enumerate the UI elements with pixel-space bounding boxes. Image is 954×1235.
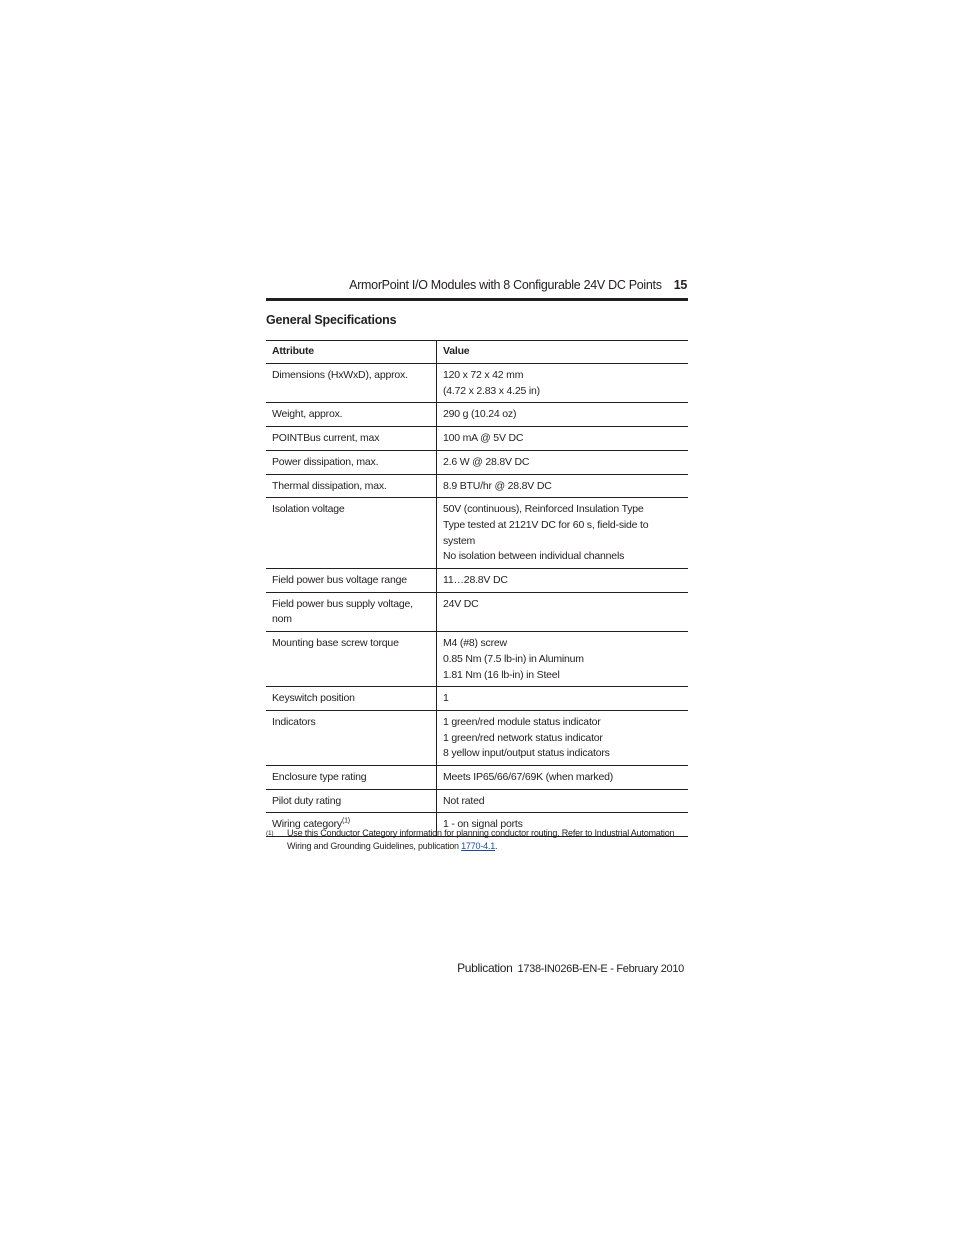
document-title: ArmorPoint I/O Modules with 8 Configurable 24V DC Points: [349, 278, 662, 292]
value-cell: [437, 789, 689, 813]
footer-label: Publication: [457, 961, 513, 975]
value-line: Not rated: [443, 794, 485, 807]
attribute-label: Isolation voltage: [272, 503, 345, 516]
value-cell: [437, 710, 689, 765]
value-line: Type tested at 2121V DC for 60 s, field-side to system: [443, 518, 649, 547]
value-cell: [437, 427, 689, 451]
specifications-table: [266, 340, 688, 837]
value-line: 24V DC: [443, 597, 479, 610]
column-header-attribute: Attribute: [266, 341, 437, 364]
publication-link[interactable]: 1770-4.1: [461, 841, 496, 851]
value-cell: [437, 403, 689, 427]
table-row: [266, 592, 688, 631]
attribute-label: Keyswitch position: [272, 692, 355, 705]
value-cell: [437, 592, 689, 631]
value-line: Meets IP65/66/67/69K (when marked): [443, 771, 614, 784]
value-line: 8.9 BTU/hr @ 28.8V DC: [443, 479, 552, 492]
value-line: (4.72 x 2.83 x 4.25 in): [443, 384, 540, 397]
attribute-cell: [266, 766, 437, 790]
attribute-label: POINTBus current, max: [272, 432, 380, 445]
footnote-text: Use this Conductor Category information for planning conductor routing. Refer to Industrial Automation Wiring and Grounding Guidelines, publication: [287, 828, 675, 851]
table-header-row: [266, 341, 688, 364]
column-header-value: Value: [437, 341, 689, 364]
page-footer: [266, 961, 684, 975]
value-line: 1 green/red network status indicator: [443, 731, 603, 744]
running-header: [266, 275, 688, 295]
footnote: [266, 827, 688, 853]
table-row: [266, 364, 688, 403]
table-row: [266, 710, 688, 765]
value-cell: [437, 450, 689, 474]
page-number: 15: [673, 278, 687, 292]
value-line: 100 mA @ 5V DC: [443, 432, 524, 445]
attribute-cell: [266, 427, 437, 451]
publication-number: 1738-IN026B-EN-E - February 2010: [517, 963, 684, 975]
value-cell: [437, 687, 689, 711]
table-body: [266, 364, 688, 837]
table-row: [266, 450, 688, 474]
table-row: [266, 687, 688, 711]
value-cell: [437, 766, 689, 790]
value-cell: [437, 474, 689, 498]
attribute-cell: [266, 789, 437, 813]
attribute-cell: [266, 403, 437, 427]
attribute-cell: [266, 710, 437, 765]
attribute-label: Thermal dissipation, max.: [272, 479, 387, 492]
value-line: No isolation between individual channels: [443, 550, 625, 563]
value-cell: [437, 569, 689, 593]
value-line: 0.85 Nm (7.5 lb-in) in Aluminum: [443, 652, 584, 665]
attribute-cell: [266, 632, 437, 687]
value-line: 1 green/red module status indicator: [443, 715, 601, 728]
attribute-cell: [266, 569, 437, 593]
table-row: [266, 474, 688, 498]
value-line: 1.81 Nm (16 lb-in) in Steel: [443, 668, 560, 681]
table-row: [266, 569, 688, 593]
footnote-mark: (1): [266, 830, 274, 837]
table-row: [266, 632, 688, 687]
attribute-label: Mounting base screw torque: [272, 637, 399, 650]
attribute-label: Wiring category: [272, 818, 342, 831]
value-cell: [437, 632, 689, 687]
value-line: 290 g (10.24 oz): [443, 408, 517, 421]
value-line: 1: [443, 692, 449, 705]
attribute-cell: [266, 474, 437, 498]
value-line: 8 yellow input/output status indicators: [443, 747, 610, 760]
footnote-body: [287, 827, 688, 853]
attribute-label: Pilot duty rating: [272, 794, 341, 807]
footnote-suffix: .: [495, 841, 498, 851]
table-row: [266, 498, 688, 569]
value-line: M4 (#8) screw: [443, 637, 507, 650]
value-line: 11…28.8V DC: [443, 574, 508, 587]
attribute-label: Field power bus supply voltage, nom: [272, 597, 413, 626]
attribute-label: Weight, approx.: [272, 408, 343, 421]
attribute-label: Dimensions (HxWxD), approx.: [272, 369, 408, 381]
attribute-label: Power dissipation, max.: [272, 455, 379, 468]
attribute-cell: [266, 592, 437, 631]
footnote-reference: (1): [341, 817, 350, 825]
attribute-cell: [266, 498, 437, 569]
table-row: [266, 403, 688, 427]
section-title: General Specifications: [266, 313, 397, 327]
value-line: 50V (continuous), Reinforced Insulation Type: [443, 503, 644, 516]
value-line: 120 x 72 x 42 mm: [443, 369, 524, 381]
value-line: 1 - on signal ports: [443, 818, 523, 831]
attribute-label: Enclosure type rating: [272, 771, 367, 784]
attribute-cell: [266, 364, 437, 403]
value-cell: [437, 498, 689, 569]
attribute-cell: [266, 687, 437, 711]
table-row: [266, 766, 688, 790]
table-row: [266, 789, 688, 813]
attribute-label: Indicators: [272, 715, 316, 728]
attribute-cell: [266, 450, 437, 474]
header-rule: [266, 298, 688, 301]
value-line: 2.6 W @ 28.8V DC: [443, 455, 530, 468]
attribute-label: Field power bus voltage range: [272, 574, 407, 587]
table-row: [266, 427, 688, 451]
value-cell: [437, 364, 689, 403]
